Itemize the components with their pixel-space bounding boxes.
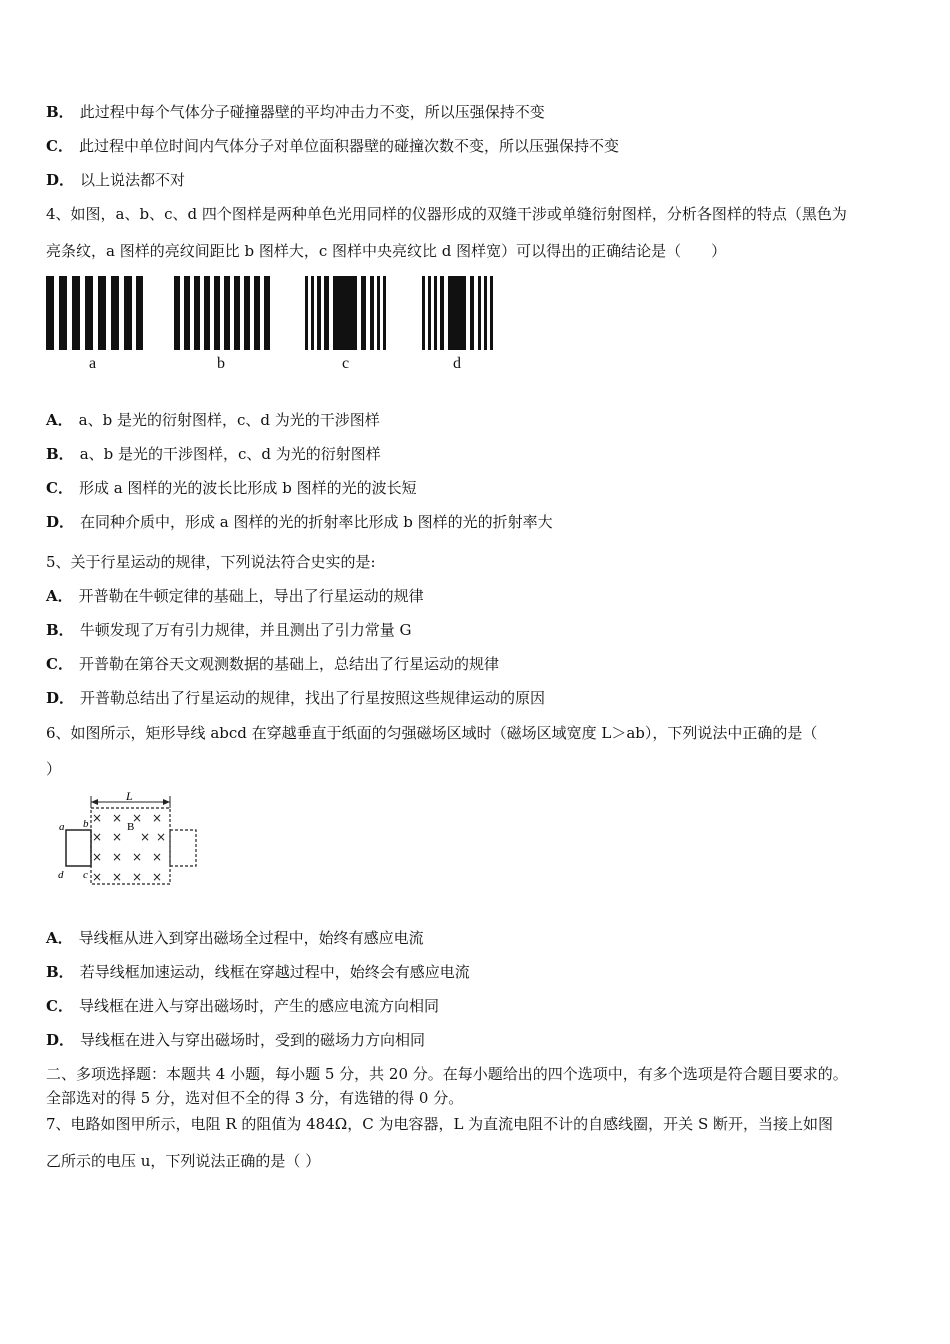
svg-text:×: ×	[92, 830, 103, 844]
option-text: 以上说法都不对	[80, 171, 186, 189]
option-letter: B．	[46, 963, 74, 981]
arrow-right-icon	[163, 799, 170, 805]
option-letter: A．	[46, 929, 73, 947]
fringe-pattern-a	[46, 276, 144, 350]
option-text: 开普勒总结出了行星运动的规律，找出了行星按照这些规律运动的原因	[80, 689, 546, 707]
option-text: 牛顿发现了万有引力规律，并且测出了引力常量 G	[79, 621, 412, 639]
option-text: 导线框从进入到穿出磁场全过程中，始终有感应电流	[78, 929, 424, 947]
svg-text:×: ×	[92, 811, 103, 825]
wire-loop-abcd	[66, 830, 91, 866]
q7-stem-line1: 7、电路如图甲所示，电阻 R 的阻值为 484Ω，C 为电容器，L 为直流电阻不计的自感线圈，开关 S 断开，当接上如图	[46, 1115, 833, 1133]
fringe-label-b: b	[217, 355, 225, 372]
q6-option-b	[46, 962, 470, 982]
option-letter: D．	[46, 171, 75, 189]
option-text: a、b 是光的干涉图样，c、d 为光的衍射图样	[79, 445, 381, 463]
svg-text:×: ×	[152, 811, 163, 825]
q3-option-d	[46, 170, 185, 190]
svg-text:×: ×	[92, 870, 103, 884]
option-letter: B．	[46, 621, 74, 639]
option-text: 在同种介质中，形成 a 图样的光的折射率比形成 b 图样的光的折射率大	[80, 513, 553, 531]
option-text: a、b 是光的衍射图样，c、d 为光的干涉图样	[78, 411, 380, 429]
option-text: 导线框在进入与穿出磁场时，受到的磁场力方向相同	[80, 1031, 426, 1049]
section2-heading: 二、多项选择题：本题共 4 小题，每小题 5 分，共 20 分。在每小题给出的四个选项中，有多个选项是符合题目要求的。	[46, 1065, 848, 1083]
exit-frame-outline	[170, 830, 196, 866]
option-text: 开普勒在牛顿定律的基础上，导出了行星运动的规律	[78, 587, 424, 605]
q6-option-d	[46, 1030, 425, 1050]
svg-text:×: ×	[156, 830, 167, 844]
svg-text:×: ×	[112, 811, 123, 825]
q6-stem-line1: 6、如图所示，矩形导线 abcd 在穿越垂直于纸面的匀强磁场区域时（磁场区域宽度 L＞ab），下列说法中正确的是（	[46, 724, 818, 742]
fringe-pattern-d	[422, 276, 494, 350]
option-letter: C．	[46, 137, 73, 155]
svg-text:×: ×	[152, 870, 163, 884]
q4-option-c	[46, 478, 417, 498]
q3-option-b	[46, 102, 545, 122]
q4-option-b	[46, 444, 381, 464]
option-letter: A．	[46, 411, 73, 429]
option-letter: B．	[46, 103, 74, 121]
option-letter: C．	[46, 479, 73, 497]
q6-stem-line2: ）	[46, 760, 62, 778]
q5-option-a	[46, 586, 424, 606]
option-letter: A．	[46, 587, 73, 605]
label-c: c	[83, 869, 88, 881]
q4-option-a	[46, 410, 380, 430]
svg-text:×: ×	[132, 811, 143, 825]
q6-option-a	[46, 928, 424, 948]
q5-option-d	[46, 688, 545, 708]
fringe-label-c: c	[342, 355, 350, 372]
fringe-pattern-b	[174, 276, 272, 350]
label-d: d	[58, 869, 64, 881]
option-letter: D．	[46, 1031, 75, 1049]
svg-text:×: ×	[132, 870, 143, 884]
svg-text:×: ×	[140, 830, 151, 844]
q5-option-b	[46, 620, 411, 640]
option-text: 开普勒在第谷天文观测数据的基础上，总结出了行星运动的规律	[78, 655, 499, 673]
svg-text:×: ×	[112, 830, 123, 844]
svg-text:×: ×	[152, 850, 163, 864]
svg-text:×: ×	[132, 850, 143, 864]
option-text: 导线框在进入与穿出磁场时，产生的感应电流方向相同	[78, 997, 439, 1015]
q4-stem-line1: 4、如图，a、b、c、d 四个图样是两种单色光用同样的仪器形成的双缝干涉或单缝衍射图样，分析各图样的特点（黑色为	[46, 205, 847, 223]
q5-stem: 5、关于行星运动的规律，下列说法符合史实的是:	[46, 553, 376, 571]
option-letter: C．	[46, 997, 73, 1015]
option-text: 此过程中每个气体分子碰撞器壁的平均冲击力不变，所以压强保持不变	[79, 103, 545, 121]
svg-text:×: ×	[92, 850, 103, 864]
option-letter: D．	[46, 513, 75, 531]
option-letter: D．	[46, 689, 75, 707]
q6-option-c	[46, 996, 439, 1016]
fringe-label-d: d	[453, 355, 461, 372]
label-a: a	[59, 821, 65, 833]
option-letter: C．	[46, 655, 73, 673]
magnetic-field-figure	[56, 790, 206, 890]
label-b: b	[83, 818, 89, 830]
section2-scoring: 全部选对的得 5 分，选对但不全的得 3 分，有选错的得 0 分。	[46, 1089, 464, 1107]
q3-option-c	[46, 136, 619, 156]
q4-option-d	[46, 512, 553, 532]
q5-option-c	[46, 654, 499, 674]
option-text: 形成 a 图样的光的波长比形成 b 图样的光的波长短	[78, 479, 417, 497]
option-letter: B．	[46, 445, 74, 463]
fringe-label-a: a	[89, 355, 97, 372]
svg-text:×: ×	[112, 870, 123, 884]
arrow-left-icon	[91, 799, 98, 805]
q4-stem-line2: 亮条纹，a 图样的亮纹间距比 b 图样大，c 图样中央亮纹比 d 图样宽）可以得出的正确结论是（ ）	[46, 242, 727, 260]
label-L: L	[126, 790, 133, 803]
option-text: 若导线框加速运动，线框在穿越过程中，始终会有感应电流	[79, 963, 470, 981]
label-B: B	[127, 821, 135, 833]
option-text: 此过程中单位时间内气体分子对单位面积器壁的碰撞次数不变，所以压强保持不变	[78, 137, 619, 155]
svg-text:×: ×	[112, 850, 123, 864]
fringe-pattern-c	[305, 276, 389, 350]
q7-stem-line2: 乙所示的电压 u，下列说法正确的是（ ）	[46, 1152, 321, 1170]
